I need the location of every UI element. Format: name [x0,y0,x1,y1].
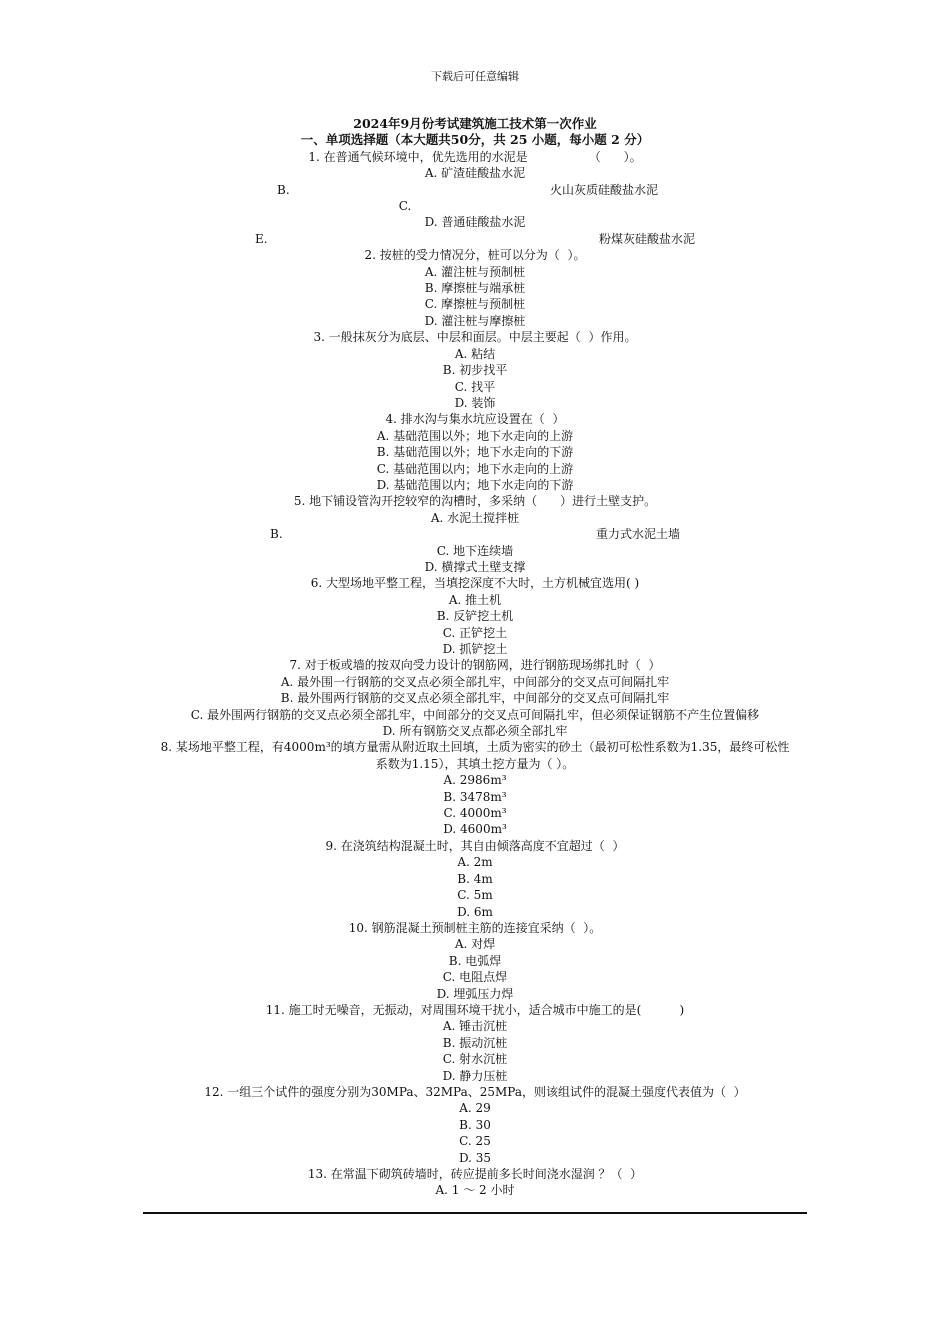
option-2b: B. 摩擦桩与端承桩 [424,281,526,296]
option-8a: A. 2986m³ [443,773,507,788]
question-5: 5. 地下铺设管沟开挖较窄的沟槽时，多采纳（ ）进行土壁支护。 [293,494,657,509]
option-1d: D. 普通硅酸盐水泥 [424,215,526,230]
question-6: 6. 大型场地平整工程，当填挖深度不大时，土方机械宜选用( ) [310,576,640,591]
option-8b: B. 3478m³ [443,789,507,804]
option-12c: C. 25 [459,1134,491,1149]
option-9a: A. 2m [457,855,493,870]
option-9b: B. 4m [457,871,493,886]
option-4d: D. 基础范围以内；地下水走向的下游 [376,477,574,492]
option-6c: C. 正铲挖土 [442,625,508,640]
document-body [143,116,807,1199]
option-6d: D. 抓铲挖土 [442,642,508,656]
option-6b: B. 反铲挖土机 [436,609,514,624]
option-4a: A. 基础范围以外；地下水走向的上游 [376,428,574,443]
question-2: 2. 按桩的受力情况分，桩可以分为（ ）。 [364,248,586,263]
option-1a: A. 矿渣硅酸盐水泥 [424,166,526,181]
option-7a: A. 最外围一行钢筋的交叉点必须全部扎牢，中间部分的交叉点可间隔扎牢 [280,674,670,689]
option-1b [143,182,807,198]
option-2a: A. 灌注桩与预制桩 [424,264,526,279]
option-3b: B. 初步找平 [442,363,508,378]
option-11c: C. 射水沉桩 [442,1052,508,1067]
question-10: 10. 钢筋混凝土预制桩主筋的连接宜采纳（ ）。 [348,920,602,935]
document-title: 2024年9月份考试建筑施工技术第一次作业 [353,116,597,131]
option-1e [143,231,807,247]
footer-rule [143,1212,807,1214]
option-11a: A. 锤击沉桩 [442,1019,508,1034]
option-3a: A. 粘结 [454,346,496,361]
option-10d: D. 埋弧压力焊 [436,986,514,1001]
option-9c: C. 5m [457,888,493,903]
option-10a: A. 对焊 [454,937,496,952]
option-6a: A. 推土机 [448,592,502,607]
question-4: 4. 排水沟与集水坑应设置在（ ） [385,412,565,427]
option-4c: C. 基础范围以内；地下水走向的上游 [376,461,574,476]
option-1c: C. [398,199,412,214]
option-11d: D. 静力压桩 [442,1068,508,1083]
option-label: E. [255,231,268,246]
question-11: 11. 施工时无噪音，无振动，对周围环境干扰小，适合城市中施工的是( ) [265,1002,685,1017]
option-7d: D. 所有钢筋交叉点都必须全部扎牢 [382,724,568,739]
option-12d: D. 35 [458,1150,492,1165]
option-10b: B. 电弧焊 [448,953,502,968]
option-label: B. [277,182,290,197]
option-12b: B. 30 [459,1117,491,1132]
option-2d: D. 灌注桩与摩擦桩 [424,313,526,328]
option-text: 火山灰质硅酸盐水泥 [549,182,658,197]
option-5d: D. 横撑式土壁支撑 [424,559,526,574]
question-8: 8. 某场地平整工程，有4000m³的填方量需从附近取土回填，土质为密实的砂土（最初可松性系数为1.35，最终可松性系数为1.15），其填土挖方量为（ ）。 [160,740,790,771]
option-5b [143,526,807,542]
option-5c: C. 地下连续墙 [436,543,514,558]
option-3d: D. 装饰 [454,395,496,410]
option-4b: B. 基础范围以外；地下水走向的下游 [376,445,574,460]
option-text: 粉煤灰硅酸盐水泥 [598,231,695,246]
option-8d: D. 4600m³ [443,822,507,837]
question-7: 7. 对于板或墙的按双向受力设计的钢筋网，进行钢筋现场绑扎时（ ） [289,658,661,673]
question-13: 13. 在常温下砌筑砖墙时，砖应提前多长时间浇水湿润 ？（ ） [307,1167,643,1181]
option-label: B. [270,527,283,542]
option-3c: C. 找平 [454,379,496,394]
question-9: 9. 在浇筑结构混凝土时，其自由倾落高度不宜超过（ ） [325,838,625,853]
option-2c: C. 摩擦桩与预制桩 [424,297,526,312]
page-header: 下载后可任意编辑 [431,70,519,83]
option-7c: C. 最外围两行钢筋的交叉点必须全部扎牢，中间部分的交叉点可间隔扎牢，但必须保证钢筋不产生位置偏移 [190,707,760,722]
option-5a: A. 水泥土搅拌桩 [430,510,520,525]
section-heading: 一、单项选择题（本大题共50分，共 25 小题，每小题 2 分） [300,132,650,148]
question-1: 1. 在普通气候环境中，优先选用的水泥是 （ ）。 [308,149,642,164]
question-12: 12. 一组三个试件的强度分别为30MPa、32MPa、25MPa，则该组试件的混凝土强度代表值为（ ） [204,1084,746,1099]
option-9d: D. 6m [457,904,493,919]
option-13a: A. 1 ～ 2 小时 [435,1183,515,1198]
option-10c: C. 电阻点焊 [442,970,508,985]
option-11b: B. 振动沉桩 [442,1035,508,1050]
option-text: 重力式水泥土墙 [595,527,680,542]
option-12a: A. 29 [459,1101,491,1116]
option-7b: B. 最外围两行钢筋的交叉点必须全部扎牢，中间部分的交叉点可间隔扎牢 [280,691,670,706]
question-3: 3. 一般抹灰分为底层、中层和面层。中层主要起（ ）作用。 [313,330,637,345]
option-8c: C. 4000m³ [443,806,507,821]
